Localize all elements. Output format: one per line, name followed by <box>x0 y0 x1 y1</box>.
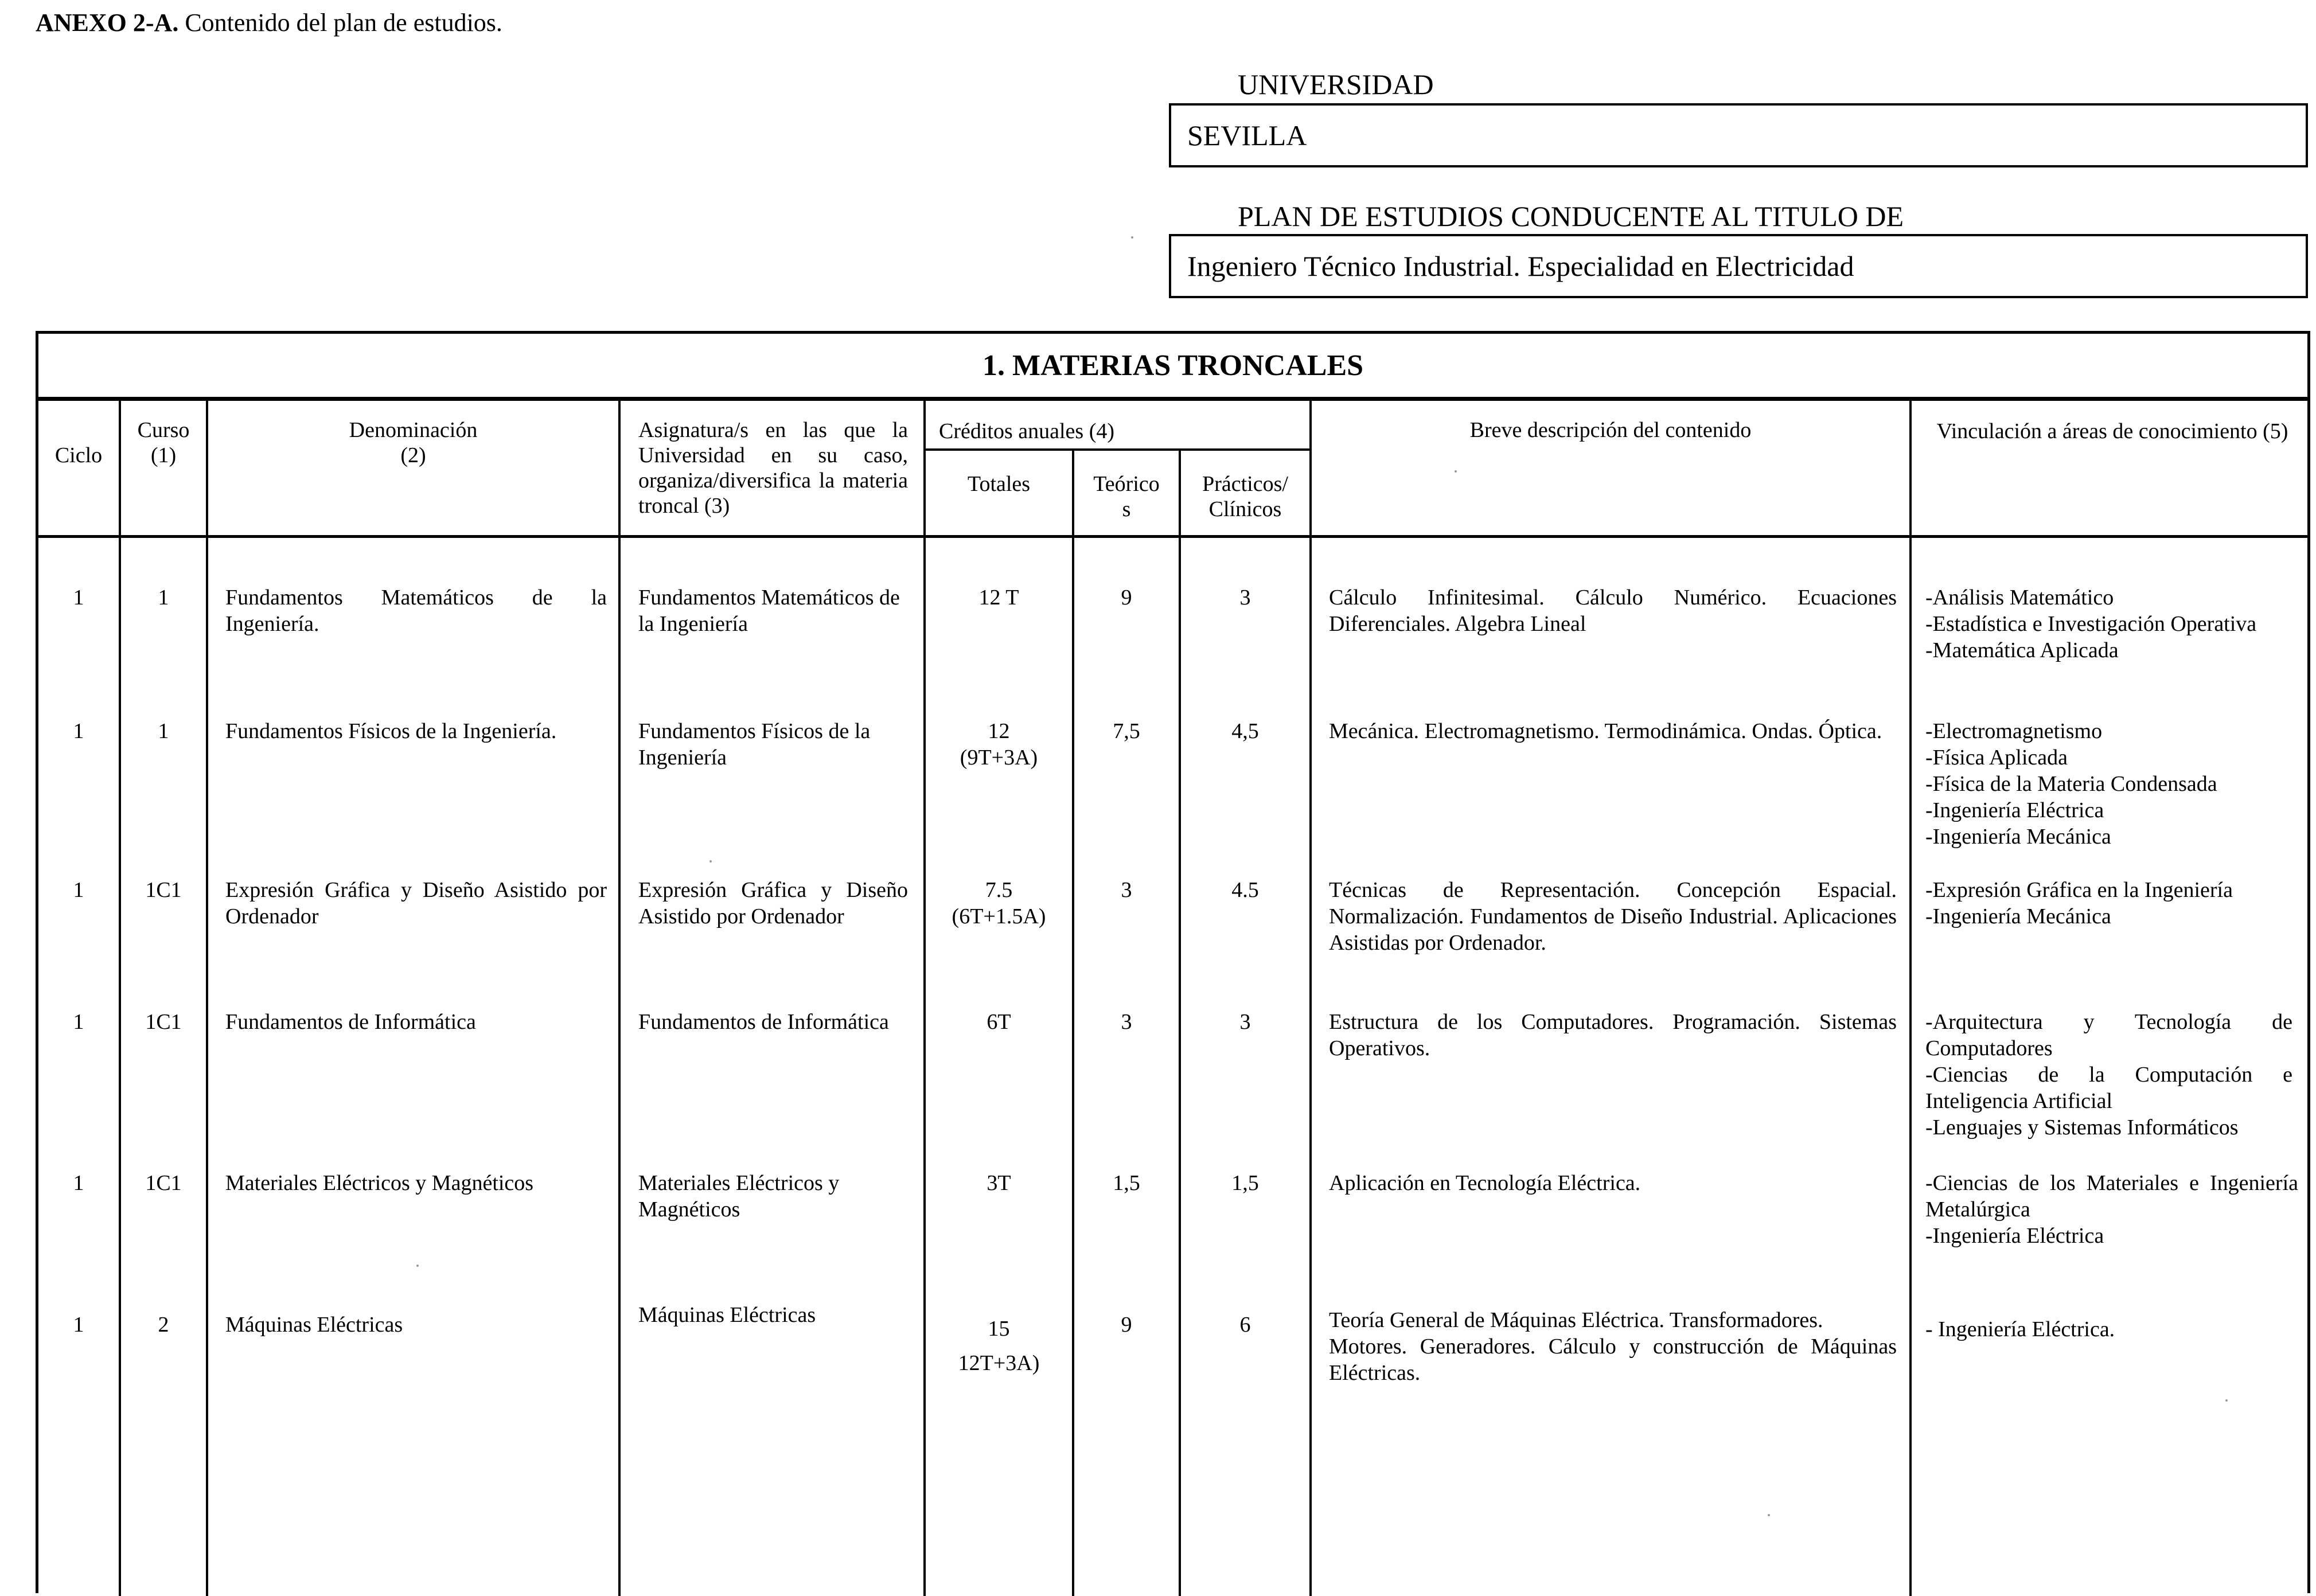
header-practicos-line1: Prácticos/ <box>1202 472 1288 496</box>
row6-practicos: 6 <box>1239 1313 1251 1337</box>
header-curso-note: (1) <box>150 443 177 467</box>
area-item: -Ingeniería Mecánica <box>1925 825 2111 849</box>
row4-ciclo: 1 <box>73 1010 84 1034</box>
header-ciclo: Ciclo <box>54 443 103 467</box>
area-item: -Matemática Aplicada <box>1925 638 2119 662</box>
area-item: -Expresión Gráfica en la Ingeniería <box>1925 878 2233 902</box>
row1-descripcion: Cálculo Infinitesimal. Cálculo Numérico. Ecuaciones Diferenciales. Algebra Lineal <box>1329 586 1897 636</box>
area-item: -Lenguajes y Sistemas Informáticos <box>1925 1115 2239 1140</box>
area-item: -Física de la Materia Condensada <box>1925 772 2217 796</box>
row2-areas <box>1925 718 2310 850</box>
row2-denominacion: Fundamentos Físicos de la Ingeniería. <box>225 719 557 743</box>
plan-label: PLAN DE ESTUDIOS CONDUCENTE AL TITULO DE <box>1238 200 1904 232</box>
plan-value: Ingeniero Técnico Industrial. Especialidad en Electricidad <box>1187 250 1854 282</box>
area-item: - Ingeniería Eléctrica. <box>1925 1317 2115 1341</box>
header-denominacion-label: Denominación <box>349 418 478 442</box>
row4-asignatura: Fundamentos de Informática <box>638 1010 889 1034</box>
row3-totales-value: 7.5 <box>985 878 1013 902</box>
row6-descripcion-line2: Motores. Generadores. Cálculo y construcción de Máquinas Eléctricas. <box>1329 1334 1897 1385</box>
row2-totales <box>926 718 1072 771</box>
col-divider <box>923 397 926 1596</box>
row3-teoricos: 3 <box>1121 878 1132 902</box>
col-divider <box>1309 397 1312 1596</box>
area-item: -Electromagnetismo <box>1925 719 2103 743</box>
area-item: -Ingeniería Eléctrica <box>1925 1224 2104 1248</box>
row2-teoricos: 7,5 <box>1113 719 1140 743</box>
col-divider <box>618 397 621 1596</box>
row6-areas <box>1925 1316 2310 1343</box>
col-divider <box>119 397 121 1596</box>
row6-denominacion: Máquinas Eléctricas <box>225 1313 403 1337</box>
row2-totales-breakdown: (9T+3A) <box>960 746 1038 770</box>
row5-ciclo: 1 <box>73 1171 84 1195</box>
row3-denominacion: Expresión Gráfica y Diseño Asistido por Ordenador <box>225 878 607 928</box>
row6-asignatura: Máquinas Eléctricas <box>638 1303 816 1327</box>
row5-totales: 3T <box>987 1171 1011 1195</box>
row6-curso: 2 <box>158 1313 169 1337</box>
header-teoricos <box>1074 471 1179 522</box>
header-denominacion <box>208 417 618 468</box>
row6-teoricos: 9 <box>1121 1313 1132 1337</box>
area-item: -Ciencias de los Materiales e Ingeniería Metalúrgica <box>1925 1171 2298 1222</box>
row4-descripcion: Estructura de los Computadores. Programación. Sistemas Operativos. <box>1329 1010 1897 1060</box>
area-item: -Análisis Matemático <box>1925 586 2114 610</box>
header-teoricos-line2: s <box>1122 497 1131 521</box>
area-item: -Física Aplicada <box>1925 746 2068 770</box>
row4-areas <box>1925 1009 2292 1141</box>
row3-totales <box>926 877 1072 930</box>
row6-totales-value: 15 <box>988 1317 1010 1341</box>
col-divider <box>206 397 208 1596</box>
row4-totales: 6T <box>987 1010 1011 1034</box>
header-totales: Totales <box>967 472 1031 496</box>
row4-teoricos: 3 <box>1121 1010 1132 1034</box>
row5-descripcion: Aplicación en Tecnología Eléctrica. <box>1329 1171 1641 1195</box>
row2-totales-value: 12 <box>988 719 1010 743</box>
section-title: 1. MATERIAS TRONCALES <box>38 334 2307 401</box>
row4-practicos: 3 <box>1239 1010 1251 1034</box>
area-item: -Estadística e Investigación Operativa <box>1925 612 2257 636</box>
header-descripcion: Breve descripción del contenido <box>1469 418 1752 442</box>
area-item: -Arquitectura y Tecnología de Computadores <box>1925 1010 2292 1060</box>
row3-asignatura: Expresión Gráfica y Diseño Asistido por Ordenador <box>638 878 908 928</box>
row6-totales <box>926 1312 1072 1380</box>
row2-ciclo: 1 <box>73 719 84 743</box>
row5-curso: 1C1 <box>145 1171 182 1195</box>
header-practicos-line2: Clínicos <box>1208 497 1282 521</box>
troncales-table <box>36 331 2310 1593</box>
row1-curso: 1 <box>158 586 169 610</box>
row6-descripcion <box>1329 1307 1897 1386</box>
row4-denominacion: Fundamentos de Informática <box>225 1010 476 1034</box>
annex-heading <box>36 8 502 37</box>
area-item: -Ingeniería Mecánica <box>1925 904 2111 928</box>
row5-practicos: 1,5 <box>1231 1171 1259 1195</box>
row5-teoricos: 1,5 <box>1113 1171 1140 1195</box>
row4-curso: 1C1 <box>145 1010 182 1034</box>
row1-ciclo: 1 <box>73 586 84 610</box>
row3-ciclo: 1 <box>73 878 84 902</box>
row3-curso: 1C1 <box>145 878 182 902</box>
row5-asignatura: Materiales Eléctricos y Magnéticos <box>638 1171 840 1222</box>
row2-practicos: 4,5 <box>1231 719 1259 743</box>
annex-number: ANEXO 2-A. <box>36 9 179 37</box>
university-label: UNIVERSIDAD <box>1238 68 1434 100</box>
row3-practicos: 4.5 <box>1231 878 1259 902</box>
university-box <box>1169 103 2308 167</box>
header-practicos <box>1181 471 1309 522</box>
header-vinculacion: Vinculación a áreas de conocimiento (5) <box>1936 419 2288 443</box>
header-curso <box>121 417 206 468</box>
row3-areas <box>1925 877 2310 930</box>
row2-curso: 1 <box>158 719 169 743</box>
row1-teoricos: 9 <box>1121 586 1132 610</box>
row3-totales-breakdown: (6T+1.5A) <box>952 904 1046 928</box>
header-teoricos-line1: Teórico <box>1093 472 1160 496</box>
row5-denominacion: Materiales Eléctricos y Magnéticos <box>225 1171 534 1195</box>
row2-descripcion: Mecánica. Electromagnetismo. Termodinámica. Ondas. Óptica. <box>1329 719 1882 743</box>
row1-denominacion: Fundamentos Matemáticos de la Ingeniería. <box>225 586 607 636</box>
col-divider <box>1909 397 1912 1596</box>
credits-subheader-line <box>923 448 1312 451</box>
row5-areas <box>1925 1170 2298 1249</box>
area-item: -Ciencias de la Computación e Inteligencia Artificial <box>1925 1063 2292 1113</box>
annex-title: Contenido del plan de estudios. <box>178 9 502 37</box>
header-creditos: Créditos anuales (4) <box>939 419 1115 443</box>
plan-box <box>1169 234 2308 298</box>
row3-descripcion: Técnicas de Representación. Concepción Espacial. Normalización. Fundamentos de Diseño Industrial. Aplicaciones Asistidas por Ordenador. <box>1329 878 1897 955</box>
row2-asignatura: Fundamentos Físicos de la Ingeniería <box>638 719 871 770</box>
row6-ciclo: 1 <box>73 1313 84 1337</box>
header-bottom-line <box>38 535 2307 538</box>
row6-descripcion-line1: Teoría General de Máquinas Eléctrica. Transformadores. <box>1329 1308 1823 1332</box>
row6-totales-breakdown: 12T+3A) <box>958 1351 1040 1375</box>
row1-practicos: 3 <box>1239 586 1251 610</box>
scan-speck <box>1131 236 1133 239</box>
row1-areas <box>1925 584 2310 664</box>
header-denominacion-note: (2) <box>400 443 426 467</box>
header-asignatura: Asignatura/s en las que la Universidad en su caso, organiza/diversifica la materia troncal (3) <box>638 418 908 518</box>
header-curso-label: Curso <box>137 418 190 442</box>
row1-totales: 12 T <box>978 586 1019 610</box>
area-item: -Ingeniería Eléctrica <box>1925 798 2104 822</box>
university-value: SEVILLA <box>1187 119 1307 151</box>
row1-asignatura: Fundamentos Matemáticos de la Ingeniería <box>638 586 900 636</box>
